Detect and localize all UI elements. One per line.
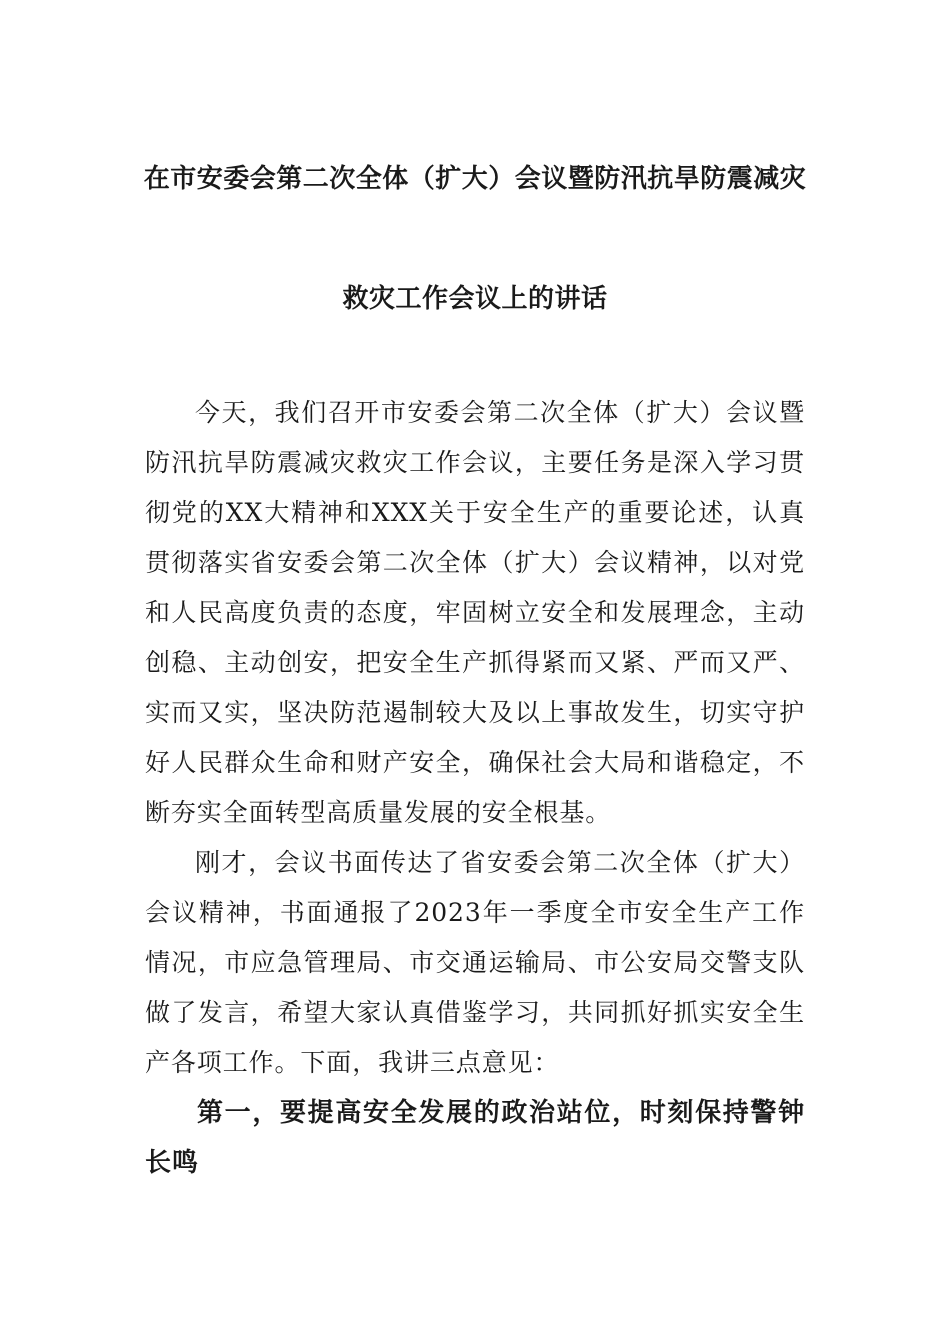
- body-paragraph-1: [145, 388, 805, 838]
- paragraph-text: 今天，我们召开市安委会第二次全体（扩大）会议暨防汛抗旱防震减灾救灾工作会议，主要任务是深入学习贯彻党的XX大精神和XXX关于安全生产的重要论述，认真贯彻落实省安委会第二次全体（扩大）会议精神，以对党和人民高度负责的态度，牢固树立安全和发展理念，主动创稳、主动创安，把安全生产抓得紧而又紧、严而又严、实而又实，坚决防范遏制较大及以上事故发生，切实守护好人民群众生命和财产安全，确保社会大局和谐稳定，不断夯实全面转型高质量发展的安全根基。: [145, 398, 805, 827]
- paragraph-text: 刚才，会议书面传达了省安委会第二次全体（扩大）会议精神，书面通报了2023年一季度全市安全生产工作情况，市应急管理局、市交通运输局、市公安局交警支队做了发言，希望大家认真借鉴学习，共同抓好抓实安全生产各项工作。下面，我讲三点意见：: [145, 848, 805, 1077]
- document-title-line-2: 救灾工作会议上的讲话: [342, 284, 608, 314]
- document-title-line-1: 在市安委会第二次全体（扩大）会议暨防汛抗旱防震减灾: [143, 164, 807, 194]
- body-paragraph-2: [145, 838, 805, 1088]
- section-heading-1: 第一，要提高安全发展的政治站位，时刻保持警钟长鸣: [145, 1098, 805, 1178]
